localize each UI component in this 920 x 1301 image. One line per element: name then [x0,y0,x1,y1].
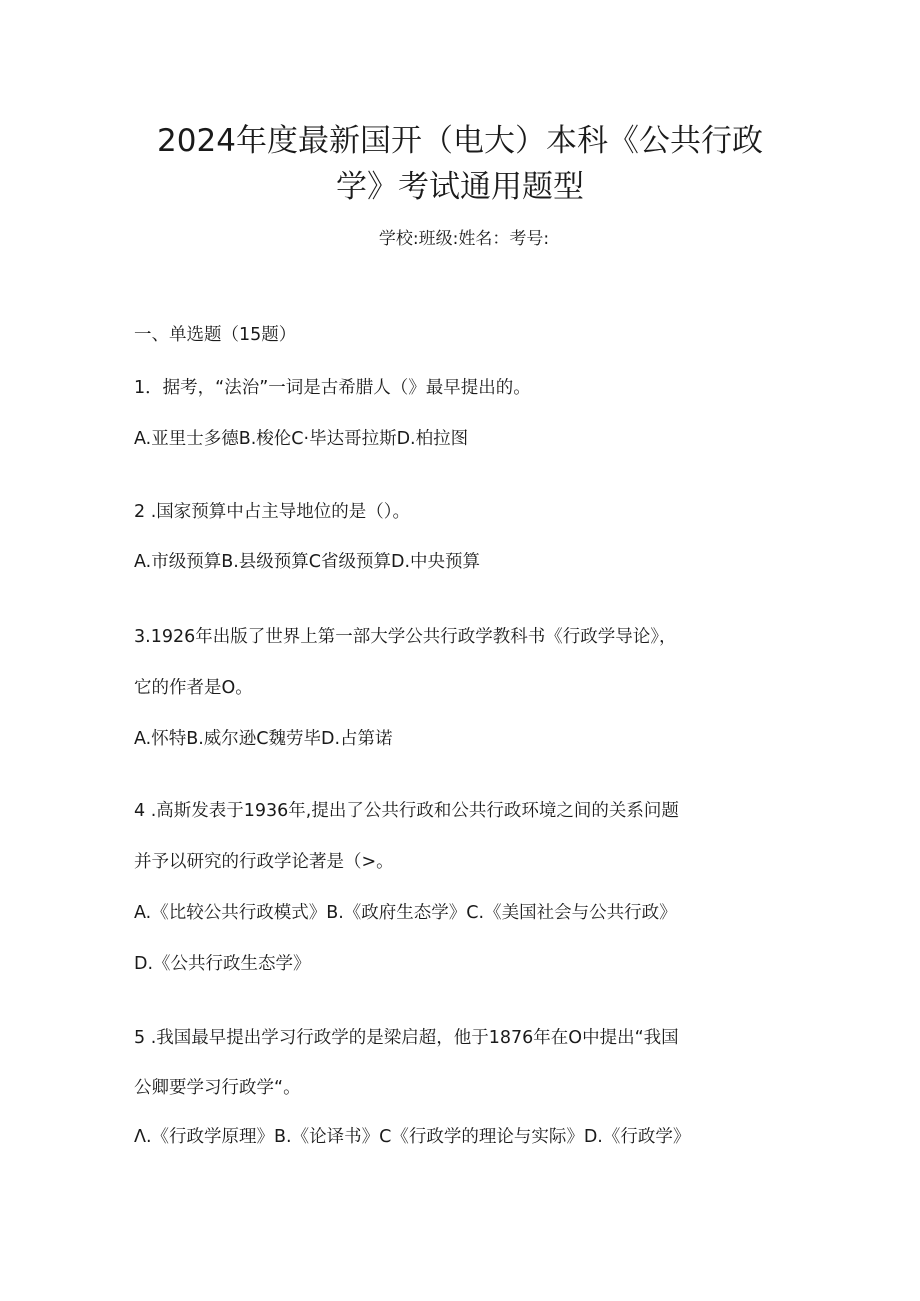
question-4-stem-line-1: 4 .高斯发表于1936年,提出了公共行政和公共行政环境之间的关系问题 [134,801,679,821]
question-4-options-line-2: D.《公共行政生态学》 [134,954,311,974]
question-5-stem-line-2: 公卿要学习行政学“。 [134,1078,301,1098]
question-4-options-line-1: A.《比较公共行政模式》B.《政府生态学》C.《美国社会与公共行政》 [134,903,677,923]
question-3-stem-line-2: 它的作者是O。 [134,678,253,698]
title-line-1: 2024年度最新国开（电大）本科《公共行政 [157,123,763,159]
question-2-stem: 2 .国家预算中占主导地位的是（）。 [134,502,411,522]
question-5-stem-line-1: 5 .我国最早提出学习行政学的是梁启超，他于1876年在O中提出“我国 [134,1028,679,1048]
section-heading: 一、单选题（15题） [134,325,297,345]
question-2-options: A.市级预算B.县级预算C省级预算D.中央预算 [134,552,481,572]
question-3-stem-line-1: 3.1926年出版了世界上第一部大学公共行政学教科书《行政学导论》， [134,627,677,647]
question-4-stem-line-2: 并予以研究的行政学论著是（>。 [134,852,394,872]
title-line-2: 学》考试通用题型 [336,169,584,205]
question-3-options: A.怀特B.威尔逊C魏劳毕D.占第诺 [134,729,393,749]
question-1-options: A.亚里士多德B.梭伦C·毕达哥拉斯D.柏拉图 [134,429,469,449]
question-1-stem: 1．据考，“法治”一词是古希腊人（》最早提出的。 [134,378,531,398]
document-title [120,118,800,210]
question-5-options: Λ.《行政学原理》B.《论译书》C《行政学的理论与实际》D.《行政学》 [134,1127,691,1147]
document-subtitle: 学校:班级:姓名：考号: [378,229,550,249]
